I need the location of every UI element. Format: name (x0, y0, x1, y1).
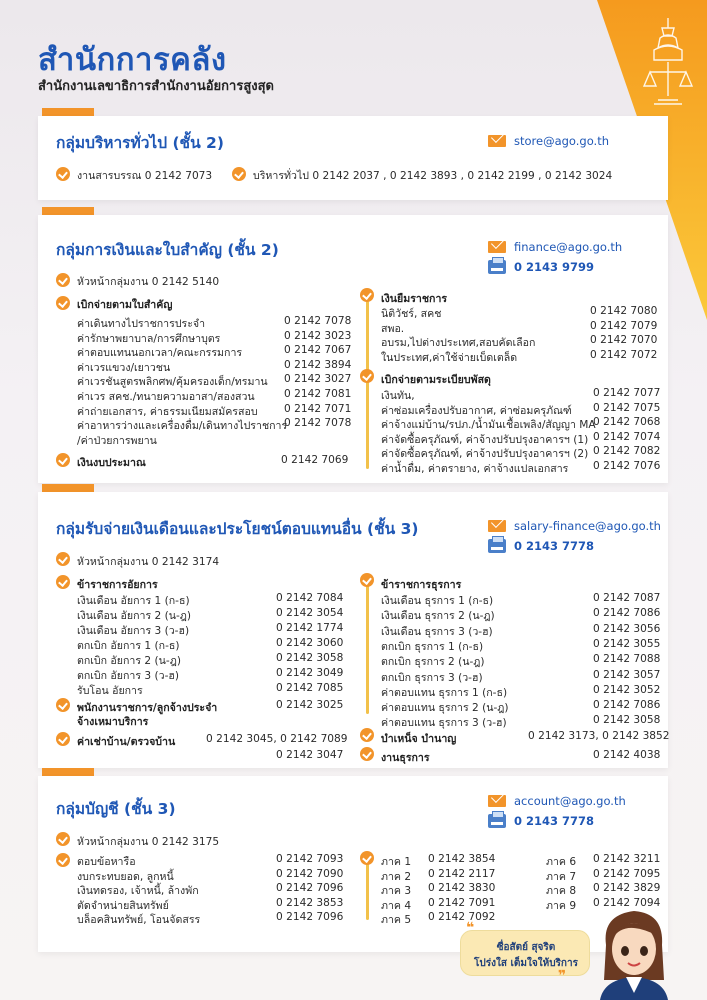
row-label: อบรม,ไปต่างประเทศ,สอบคัดเลือก (381, 337, 536, 350)
admin-number: 0 2142 4038 (593, 749, 661, 761)
slogan-line1: ซื่อสัตย์ สุจริต (496, 942, 556, 953)
check-icon (56, 575, 70, 589)
row-label: นิติวัชร์, สคช (381, 308, 442, 320)
row-label: ตกเบิก ธุรการ 3 (ว-ฮ) (381, 671, 483, 684)
row-number: 0 2142 7093 (276, 853, 344, 865)
row-label: /ค่าป่วยการพยาน (77, 434, 157, 447)
row-label: ภาค 4 (381, 899, 412, 912)
phone-number: 0 2142 3047 (276, 749, 344, 761)
row-number: 0 2142 7079 (590, 319, 658, 332)
row-number: 0 2142 7087 (593, 592, 661, 604)
row-number: 0 2142 7094 (593, 896, 661, 909)
row-label: ภาค 5 (381, 914, 412, 927)
envelope-icon (488, 135, 506, 147)
row-number: 0 2142 7076 (593, 460, 661, 472)
row-number: 0 2142 7088 (593, 653, 661, 666)
email-contact[interactable] (488, 519, 661, 533)
row-label: เงินเดือน ธุรการ 2 (น-ฎ) (381, 610, 495, 623)
row-number: 0 2142 7096 (276, 911, 344, 924)
row-label: ค่าน้ำดื่ม, ค่าตรายาง, ค่าจ้างแปลเอกสาร (381, 463, 569, 475)
row-label: เงินเดือน ธุรการ 1 (ก-ธ) (381, 595, 494, 607)
row-number: 0 2142 7071 (284, 402, 352, 415)
envelope-icon (488, 241, 506, 253)
row-number: 0 2142 3055 (593, 637, 661, 650)
row-number: 0 2142 3854 (428, 853, 496, 865)
row-label: สพอ. (381, 322, 405, 335)
check-icon (232, 167, 246, 181)
fax-icon (488, 814, 506, 828)
row-number: 0 2142 7068 (593, 416, 661, 429)
row-label: ค่าจ้างแม่บ้าน/รปภ./น้ำมันเชื้อเพลิง/สัญญา MA (381, 419, 596, 432)
row-label: ค่าถ่ายเอกสาร, ค่าธรรมเนียมสมัครสอบ (77, 405, 258, 418)
row-label: บล็อคสินทรัพย์, โอนจัดสรร (77, 914, 201, 927)
subheading: เบิกจ่ายตามใบสำคัญ (77, 299, 173, 311)
row-number: 0 2142 3057 (593, 668, 661, 681)
row-number: 0 2142 7091 (428, 896, 496, 909)
row-label: ค่าตอบแทนนอกเวลา/คณะกรรมการ (77, 347, 243, 360)
divider (366, 862, 369, 920)
row-number: 0 2142 3058 (593, 714, 661, 727)
row-label: ค่าเดินทางไปราชการประจำ (77, 318, 206, 330)
row-label: งบกระทบยอด, ลูกหนี้ (77, 870, 174, 883)
row-label: รับโอน อัยการ (77, 685, 143, 697)
subheading: ข้าราชการธุรการ (381, 579, 462, 591)
check-icon (56, 732, 70, 746)
item-general: บริหารทั่วไป 0 2142 2037 , 0 2142 3893 , 0 2142 2199 , 0 2142 3024 (253, 170, 613, 182)
row-number: 0 2142 3054 (276, 607, 344, 619)
row-label: ตัดจำหน่ายสินทรัพย์ (77, 899, 169, 912)
row-number: 0 2142 7085 (276, 682, 344, 694)
row-label: ตกเบิก อัยการ 1 (ก-ธ) (77, 640, 180, 652)
emblem-logo (640, 14, 696, 110)
row-number: 0 2142 1774 (276, 622, 344, 634)
row-number: 0 2142 7075 (593, 401, 661, 414)
row-number: 0 2142 3058 (276, 652, 344, 664)
section-general-admin (38, 116, 668, 200)
row-label: ตกเบิก อัยการ 2 (น-ฎ) (77, 655, 181, 667)
check-icon (360, 747, 374, 761)
row-number: 0 2142 3027 (284, 373, 352, 386)
row-label: เงินทดรอง, เจ้าหนี้, ล้างพัก (77, 885, 199, 898)
email-text: account@ago.go.th (514, 794, 626, 808)
row-label: ภาค 1 (381, 856, 412, 868)
divider (366, 301, 369, 469)
row-number: 0 2142 7078 (284, 417, 352, 430)
row-number: 0 2142 7078 (284, 315, 352, 327)
pension-label: บำเหน็จ บำนาญ (381, 733, 457, 745)
envelope-icon (488, 795, 506, 807)
section-title: กลุ่มการเงินและใบสำคัญ (ชั้น 2) (56, 241, 279, 259)
row-label: ค่าตอบแทน ธุรการ 2 (น-ฎ) (381, 702, 509, 715)
row-number: 0 2142 3211 (593, 853, 661, 865)
row-number: 0 2142 3894 (284, 358, 352, 371)
row-number: 0 2142 3853 (276, 896, 344, 909)
check-icon (56, 832, 70, 846)
check-icon (56, 552, 70, 566)
row-number: 0 2142 7082 (593, 445, 661, 458)
row-label: ค่าซ่อมเครื่องปรับอากาศ, ค่าซ่อมครุภัณฑ์ (381, 404, 572, 417)
row-number: 0 2142 7067 (284, 344, 352, 357)
row-number: 0 2142 7092 (428, 911, 496, 924)
phone-number: 0 2142 3025 (276, 699, 344, 711)
email-contact[interactable] (488, 794, 626, 808)
row-label: ค่าจัดซื้อครุภัณฑ์, ค่าจ้างปรับปรุงอาคารฯ (2) (381, 448, 589, 461)
row-label: เงินเดือน อัยการ 2 (น-ฎ) (77, 610, 192, 622)
row-label: ตกเบิก ธุรการ 2 (น-ฎ) (381, 656, 485, 669)
quote-open-icon: ❝ (466, 920, 475, 936)
envelope-icon (488, 520, 506, 532)
section-account (38, 776, 668, 952)
check-icon (56, 453, 70, 467)
subheading: พนักงานราชการ/ลูกจ้างประจำ (77, 702, 218, 714)
row-label: ค่าจัดซื้อครุภัณฑ์, ค่าจ้างปรับปรุงอาคารฯ (1) (381, 433, 589, 446)
row-number: 0 2142 7096 (276, 882, 344, 895)
row-label: ตกเบิก ธุรการ 1 (ก-ธ) (381, 640, 484, 653)
fax-contact (488, 260, 594, 274)
row-number: 0 2142 3830 (428, 882, 496, 895)
fax-icon (488, 539, 506, 553)
fax-text: 0 2143 9799 (514, 260, 595, 274)
row-number: 0 2142 7084 (276, 592, 344, 604)
group-head: หัวหน้ากลุ่มงาน 0 2142 5140 (77, 276, 220, 288)
phone-number: 0 2142 3045, 0 2142 7089 (206, 733, 348, 745)
email-contact[interactable] (488, 134, 609, 148)
check-icon (360, 369, 374, 383)
row-label: เงินเดือน อัยการ 3 (ว-ฮ) (77, 625, 190, 637)
email-text: salary-finance@ago.go.th (514, 519, 661, 533)
row-label: เงินเดือน ธุรการ 3 (ว-ฮ) (381, 625, 493, 638)
row-label: ภาค 7 (546, 870, 577, 883)
page-subtitle: สำนักงานเลขาธิการสำนักงานอัยการสูงสุด (38, 79, 274, 94)
check-icon (56, 296, 70, 310)
row-number: 0 2142 7074 (593, 430, 661, 443)
row-number: 0 2142 3052 (593, 683, 661, 696)
row-number: 0 2142 3829 (593, 882, 661, 895)
row-label: ภาค 2 (381, 870, 412, 883)
fax-contact (488, 814, 594, 828)
fax-text: 0 2143 7778 (514, 814, 595, 828)
slogan-bubble (460, 930, 590, 976)
row-number: 0 2142 7090 (276, 867, 344, 880)
row-number: 0 2142 7095 (593, 867, 661, 880)
row-number: 0 2142 7086 (593, 607, 661, 620)
pension-number: 0 2142 3173, 0 2142 3852 (528, 730, 670, 742)
row-label: ตกเบิก อัยการ 3 (ว-ฮ) (77, 670, 180, 682)
budget-label: เงินงบประมาณ (77, 457, 146, 469)
row-number: 0 2142 3056 (593, 622, 661, 635)
check-icon (360, 288, 374, 302)
page-title: สำนักการคลัง (38, 42, 227, 78)
row-label: ตอบข้อหารือ (77, 856, 136, 868)
section-title: กลุ่มบัญชี (ชั้น 3) (56, 800, 176, 818)
row-label: ค่าเวรชันสูตรพลิกศพ/คุ้มครองเด็ก/ทรมาน (77, 376, 268, 389)
section-title: กลุ่มรับจ่ายเงินเดือนและประโยชน์ตอบแทนอื่น (ชั้น 3) (56, 520, 419, 538)
check-icon (56, 167, 70, 181)
row-label: เงินทัน, (381, 390, 415, 402)
budget-number: 0 2142 7069 (281, 454, 349, 466)
row-label: ค่าตอบแทน ธุรการ 1 (ก-ธ) (381, 686, 508, 699)
email-contact[interactable] (488, 240, 622, 254)
row-label: ภาค 6 (546, 856, 577, 868)
row-label: ค่าตอบแทน ธุรการ 3 (ว-ฮ) (381, 717, 507, 730)
email-text: finance@ago.go.th (514, 240, 623, 254)
section-salary (38, 492, 668, 768)
check-icon (56, 698, 70, 712)
quote-close-icon: ❞ (558, 968, 567, 984)
row-label: ในประเทศ,ค่าใช้จ่ายเบ็ดเตล็ด (381, 351, 518, 364)
check-icon (360, 851, 374, 865)
subheading: ค่าเช่าบ้าน/ตรวจบ้าน (77, 736, 176, 748)
slogan-line2: โปร่งใส เต็มใจให้บริการ (474, 958, 578, 969)
row-number: 0 2142 7086 (593, 699, 661, 712)
section-finance (38, 215, 668, 483)
check-icon (56, 273, 70, 287)
row-number: 0 2142 7080 (590, 305, 658, 317)
mascot-illustration (594, 905, 672, 1000)
item-saraban: งานสารบรรณ 0 2142 7073 (77, 170, 213, 182)
group-head: หัวหน้ากลุ่มงาน 0 2142 3174 (77, 556, 220, 568)
fax-contact (488, 539, 594, 553)
row-label: ภาค 9 (546, 899, 577, 912)
subheading: เบิกจ่ายตามระเบียบพัสดุ (381, 374, 491, 386)
fax-icon (488, 260, 506, 274)
subheading-cont: จ้างเหมาบริการ (77, 716, 149, 728)
check-icon (360, 728, 374, 742)
row-number: 0 2142 3049 (276, 667, 344, 679)
divider (366, 584, 369, 714)
section-title: กลุ่มบริหารทั่วไป (ชั้น 2) (56, 134, 224, 152)
row-number: 0 2142 2117 (428, 867, 496, 880)
fax-text: 0 2143 7778 (514, 539, 595, 553)
row-label: ภาค 3 (381, 885, 412, 898)
subheading: ข้าราชการอัยการ (77, 579, 158, 591)
subheading: เงินยืมราชการ (381, 293, 448, 305)
group-head: หัวหน้ากลุ่มงาน 0 2142 3175 (77, 836, 220, 848)
row-label: ภาค 8 (546, 885, 577, 898)
admin-label: งานธุรการ (381, 752, 430, 764)
row-label: เงินเดือน อัยการ 1 (ก-ธ) (77, 595, 190, 607)
row-label: ค่าเวร สคช./ทนายความอาสา/สองสวน (77, 391, 255, 403)
row-label: ค่ารักษาพยาบาล/การศึกษาบุตร (77, 332, 221, 345)
row-number: 0 2142 3060 (276, 637, 344, 649)
row-number: 0 2142 3023 (284, 329, 352, 342)
row-label: ค่าเวรแขวง/เยาวชน (77, 361, 171, 374)
check-icon (360, 573, 374, 587)
check-icon (56, 853, 70, 867)
email-text: store@ago.go.th (514, 134, 610, 148)
row-number: 0 2142 7072 (590, 348, 658, 361)
row-number: 0 2142 7077 (593, 387, 661, 399)
row-label: ค่าอาหารว่างและเครื่องดื่ม/เดินทางไปราชการ (77, 420, 288, 433)
row-number: 0 2142 7081 (284, 388, 352, 400)
row-number: 0 2142 7070 (590, 334, 658, 347)
